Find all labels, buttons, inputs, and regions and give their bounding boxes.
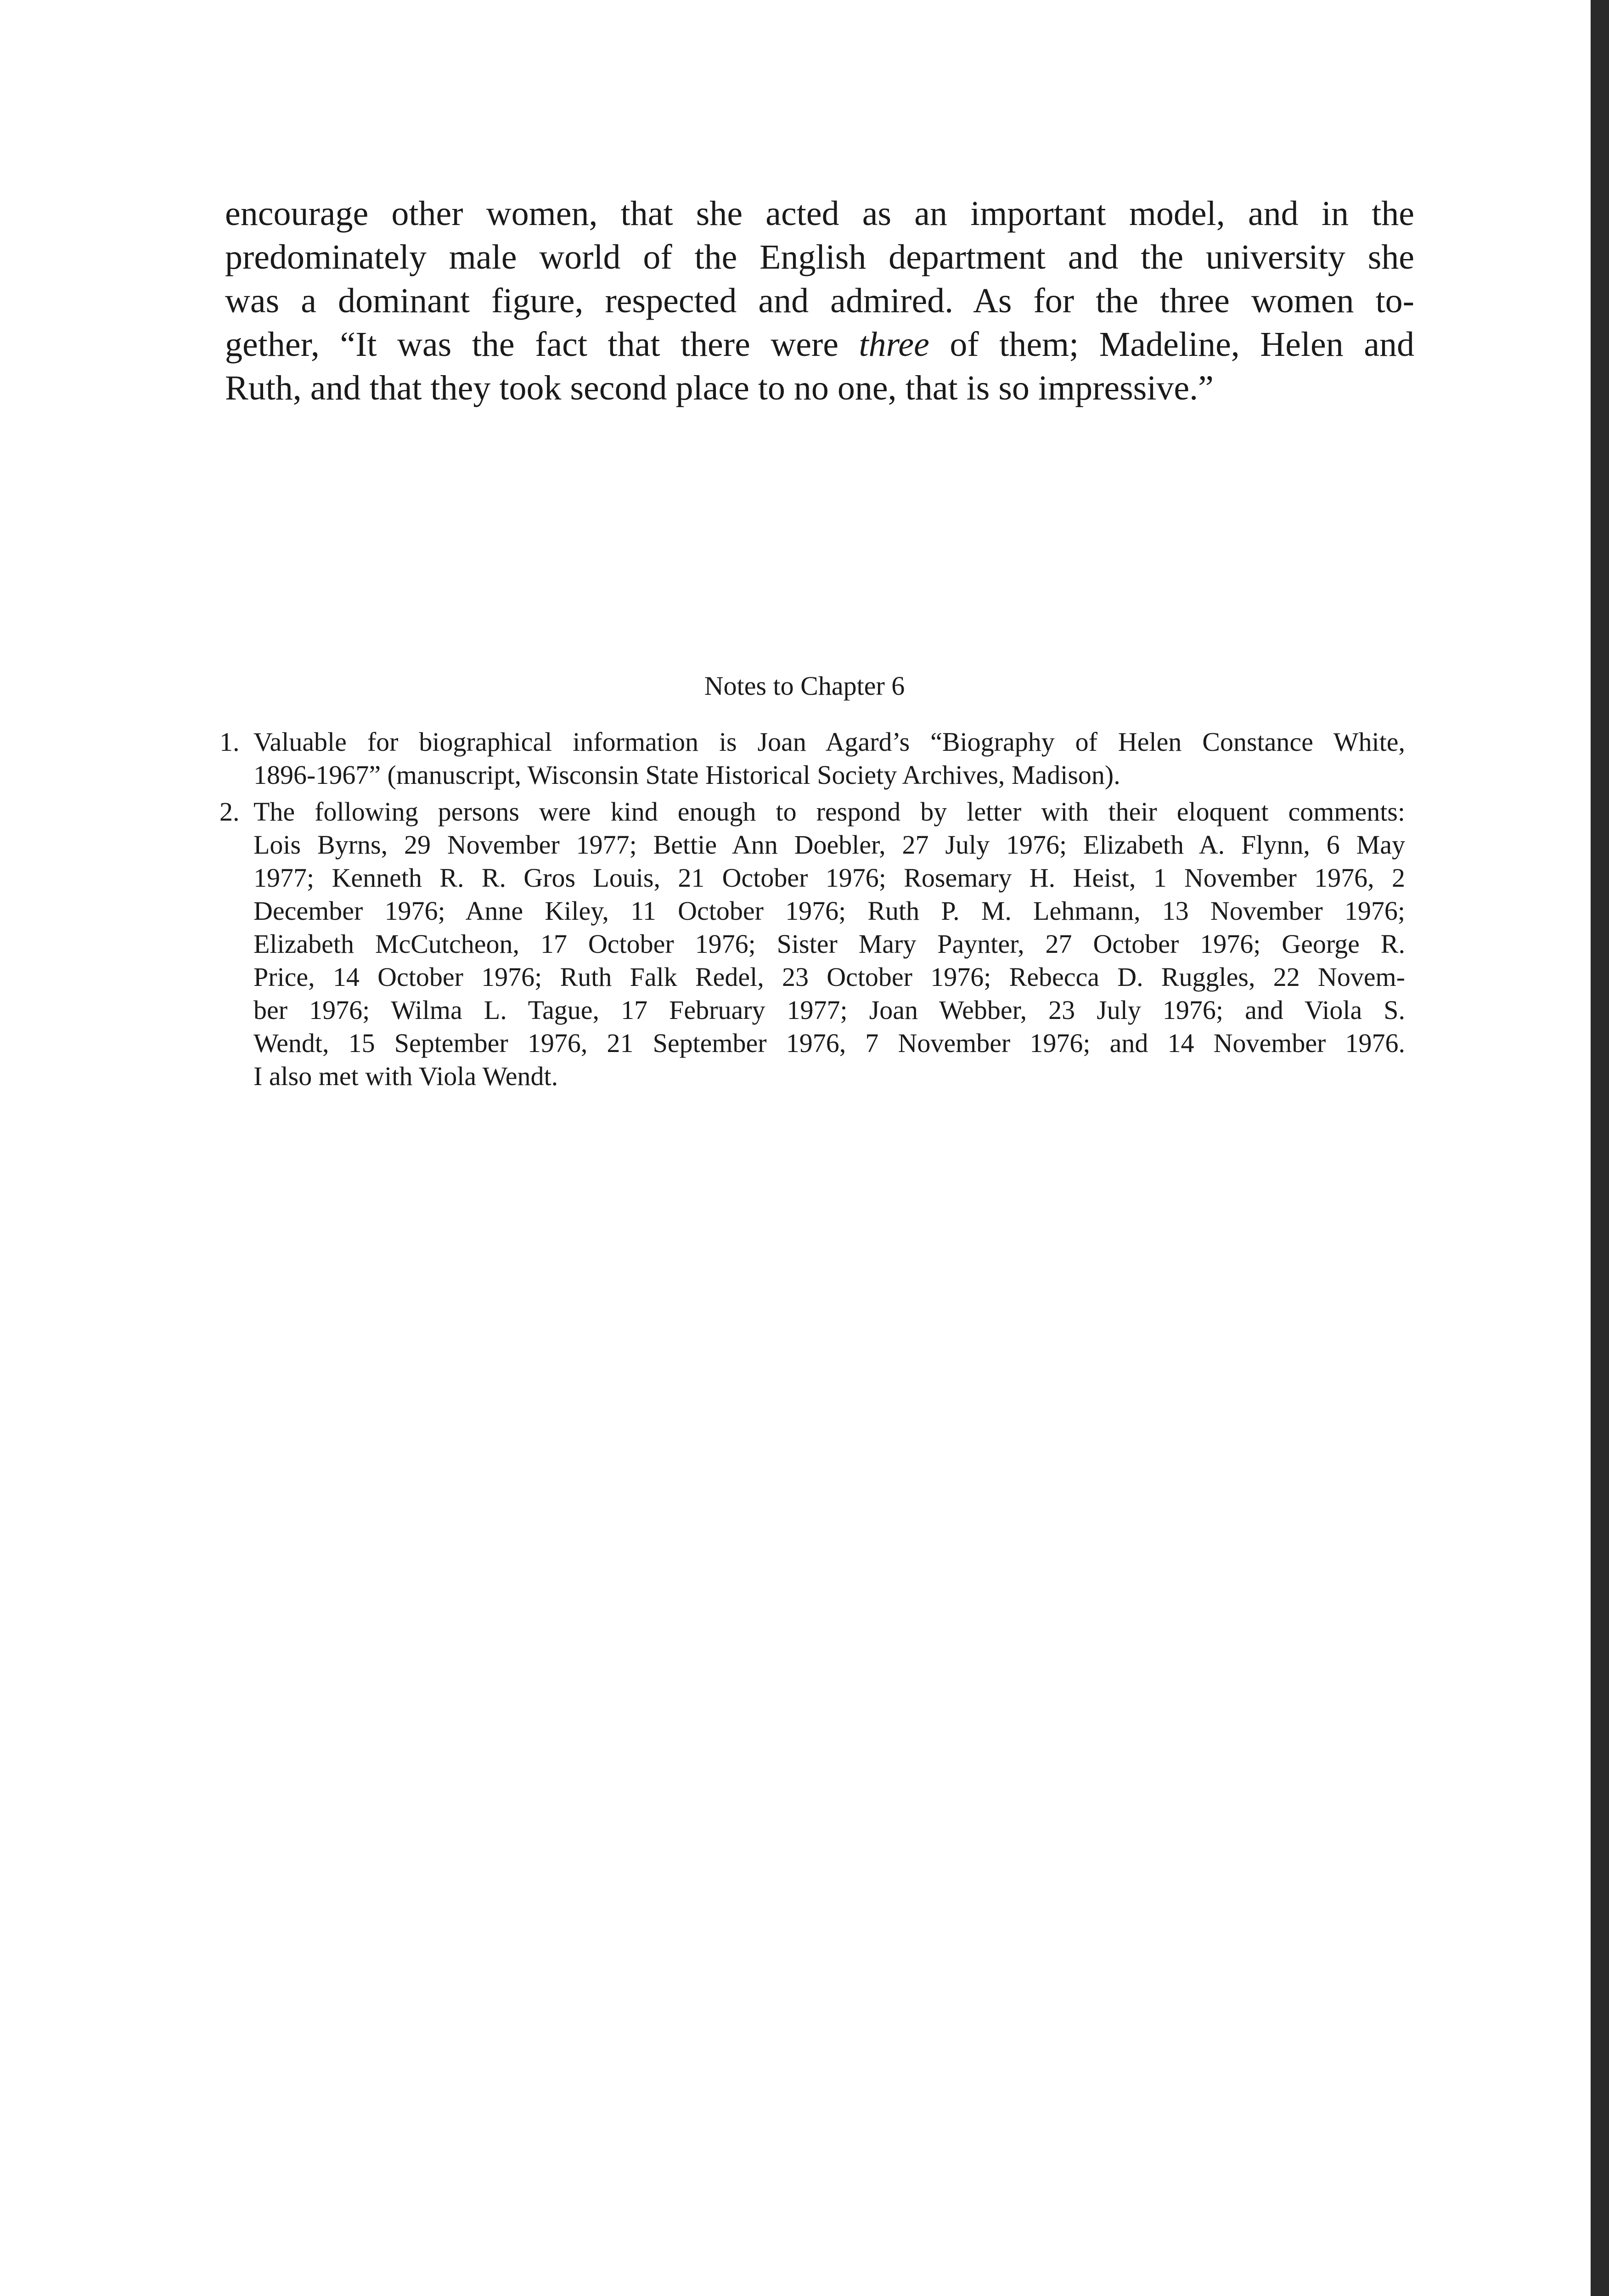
body-line-segment: of them; Madeline, Helen and — [950, 325, 1415, 364]
note-item — [219, 726, 1405, 792]
note-line: Price, 14 October 1976; Ruth Falk Redel, 23 October 1976; Rebecca D. Ruggles, 22 Novem- — [253, 962, 1405, 992]
body-paragraph — [225, 192, 1414, 410]
body-line: encourage other women, that she acted as an important model, and in the — [225, 194, 1414, 233]
italic-emphasis: three — [859, 325, 929, 364]
body-line: predominately male world of the English department and the university she — [225, 238, 1414, 276]
note-item — [219, 795, 1405, 1093]
note-number: 2. — [219, 797, 240, 827]
body-line: was a dominant figure, respected and admired. As for the three women to- — [225, 281, 1414, 320]
notes-list — [219, 726, 1405, 1097]
note-line: Valuable for biographical information is Joan Agard’s “Biography of Helen Constance White, — [253, 727, 1405, 757]
note-line: December 1976; Anne Kiley, 11 October 1976; Ruth P. M. Lehmann, 13 November 1976; — [253, 896, 1405, 926]
note-line: Lois Byrns, 29 November 1977; Bettie Ann Doebler, 27 July 1976; Elizabeth A. Flynn, 6 May — [253, 830, 1405, 860]
note-line: The following persons were kind enough to respond by letter with their eloquent comments: — [253, 797, 1405, 827]
note-text — [253, 795, 1405, 1093]
body-line — [225, 323, 1414, 366]
note-line: Elizabeth McCutcheon, 17 October 1976; Sister Mary Paynter, 27 October 1976; George R. — [253, 929, 1405, 959]
note-line: 1896-1967” (manuscript, Wisconsin State Historical Society Archives, Madison). — [253, 760, 1120, 790]
note-number: 1. — [219, 727, 240, 757]
note-line: ber 1976; Wilma L. Tague, 17 February 1977; Joan Webber, 23 July 1976; and Viola S. — [253, 995, 1405, 1025]
note-line: 1977; Kenneth R. R. Gros Louis, 21 October 1976; Rosemary H. Heist, 1 November 1976, 2 — [253, 863, 1405, 893]
note-line: Wendt, 15 September 1976, 21 September 1976, 7 November 1976; and 14 November 1976. — [253, 1028, 1405, 1058]
notes-heading: Notes to Chapter 6 — [704, 671, 905, 701]
body-line-segment: gether, “It was the fact that there were — [225, 325, 839, 364]
page-edge — [1591, 0, 1609, 2296]
body-line: Ruth, and that they took second place to no one, that is so impressive.” — [225, 369, 1214, 407]
note-text — [253, 726, 1405, 792]
note-line: I also met with Viola Wendt. — [253, 1061, 558, 1091]
